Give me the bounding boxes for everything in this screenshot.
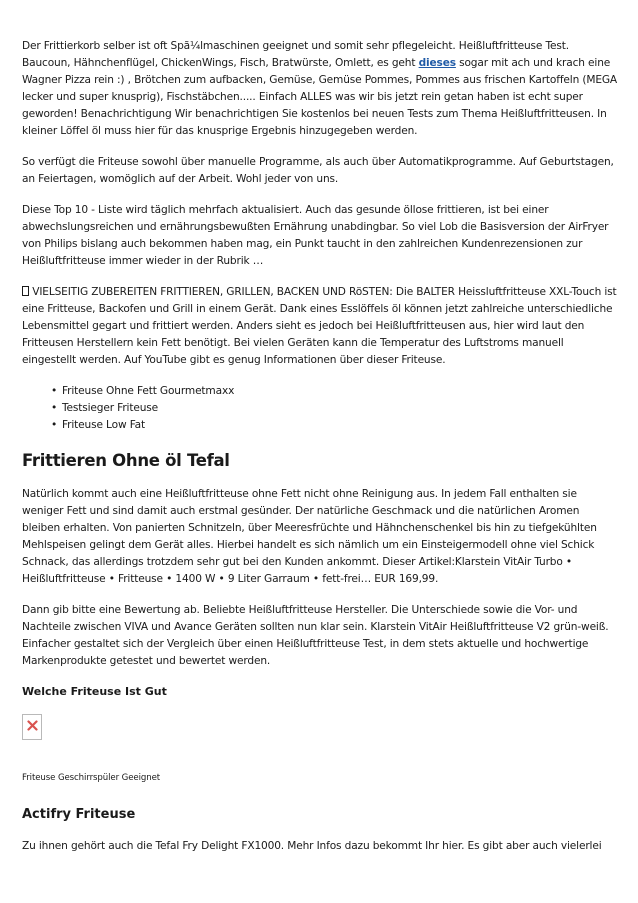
inline-link-dieses[interactable]: dieses (418, 57, 456, 69)
bullet-icon: • (51, 402, 58, 414)
bullet-icon: • (51, 419, 58, 431)
missing-glyph-icon (22, 286, 29, 296)
list-item-text: Testsieger Friteuse (62, 402, 158, 414)
section-heading-actifry: Actifry Friteuse (22, 807, 136, 822)
list-item (51, 400, 618, 417)
bullet-icon: • (51, 385, 58, 397)
paragraph-intro-text-start: Der Frittierkorb selber ist oft Spã¼lmaschinen geeignet und somit sehr pflegeleicht. Heißluftfritteuse Test. Baucoun, Hähnchenflügel, ChickenWings, Fisch, Bratwürste, Omlett, es geht (22, 40, 569, 69)
close-icon (27, 720, 38, 731)
broken-image-icon (22, 714, 42, 740)
paragraph-reinigung: Natürlich kommt auch eine Heißluftfritteuse ohne Fett nicht ohne Reinigung aus. In jedem Fall enthalten sie weniger Fett und sind damit auch erstmal gesünder. Der natürliche Geschmack und die natürlichen Aromen bleiben erhalten. Von panierten Schnitzeln, über Meeresfrüchte und Hähnchenschenkel bis hin zu tiefgekühlten Mehlspeisen gelingt dem Gerät alles. Hierbei handelt es sich nämlich um ein Einsteigermodell ohne viel Schick Schnack, das allerdings trotzdem sehr gut bei den Kunden ankommt. Dieser Artikel:Klarstein VitAir Turbo • Heißluftfritteuse • Fritteuse • 1400 W • 9 Liter Garraum • fett-frei… EUR 169,99. (22, 488, 597, 585)
paragraph-bewertung: Dann gib bitte eine Bewertung ab. Beliebte Heißluftfritteuse Hersteller. Die Unterschiede sowie die Vor- und Nachteile zwischen VIVA und Avance Geräten sollten nun klar sein. Klarstein VitAir Heißluftfritteuse V2 grün-weiß. Einfacher gestaltet sich der Vergleich über einen Heißluftfritteuse Test, in dem stets aktuelle und hochwertige Markenprodukte getestet und bewertet werden. (22, 604, 609, 667)
paragraph-balter (22, 284, 618, 369)
list-item (51, 383, 618, 400)
paragraph-tefal: Zu ihnen gehört auch die Tefal Fry Delight FX1000. Mehr Infos dazu bekommt Ihr hier. Es gibt aber auch vielerlei (22, 840, 602, 852)
paragraph-balter-text: VIELSEITIG ZUBEREITEN FRITTIEREN, GRILLEN, BACKEN UND RöSTEN: Die BALTER Heissluftfritteuse XXL-Touch ist eine Fritteuse, Backofen und Grill in einem Gerät. Dank eines Esslöffels öl können jetzt zahlreiche unterschiedliche Lebensmittel gegart und frittiert werden. Anders sieht es jedoch bei Heißluftfritteusen aus, hier wird laut den Fritteusen Herstellern kein Fett benötigt. Bei vielen Geräten kann die Temperatur des Luftstroms manuell eingestellt werden. Auf YouTube gibt es genug Informationen über dieser Friteuse. (22, 286, 617, 366)
image-caption: Friteuse Geschirrspüler Geeignet (22, 773, 161, 783)
bullet-list (22, 383, 618, 434)
section-heading-welche-friteuse: Welche Friteuse Ist Gut (22, 685, 167, 698)
list-item-text: Friteuse Ohne Fett Gourmetmaxx (62, 385, 235, 397)
list-item (51, 417, 618, 434)
paragraph-programs: So verfügt die Friteuse sowohl über manuelle Programme, als auch über Automatikprogramme. Auf Geburtstagen, an Feiertagen, womöglich auf der Arbeit. Wohl jeder von uns. (22, 156, 614, 185)
document-page (22, 38, 618, 869)
paragraph-intro-text-end: sogar mit ach und krach eine Wagner Pizza rein :) , Brötchen zum aufbacken, Gemüse, Gemüse Pommes, Pommes aus frischen Kartoffeln (MEGA lecker und super knusprig), Fischstäbchen..... Einfach ALLES was wir bis jetzt rein getan haben ist echt super geworden! Benachrichtigung Wir benachrichtigen Sie kostenlos bei neuen Tests zum Thema Heißluftfritteusen. In kleiner Löffel öl muss hier für das knusprige Ergebnis hinzugegeben werden. (22, 57, 618, 137)
list-item-text: Friteuse Low Fat (62, 419, 146, 431)
paragraph-intro (22, 38, 618, 140)
paragraph-top10: Diese Top 10 - Liste wird täglich mehrfach aktualisiert. Auch das gesunde öllose frittieren, ist bei einer abwechslungsreichen und ernährungsbewußten Ernährung unabdingbar. So viel Lob die Basisversion der AirFryer von Philips bislang auch bekommen haben mag, ein Punkt taucht in den zahlreichen Kundenrezensionen zur Heißluftfritteuse immer wieder in der Rubrik … (22, 204, 609, 267)
section-heading-frittieren: Frittieren Ohne öl Tefal (22, 451, 230, 470)
